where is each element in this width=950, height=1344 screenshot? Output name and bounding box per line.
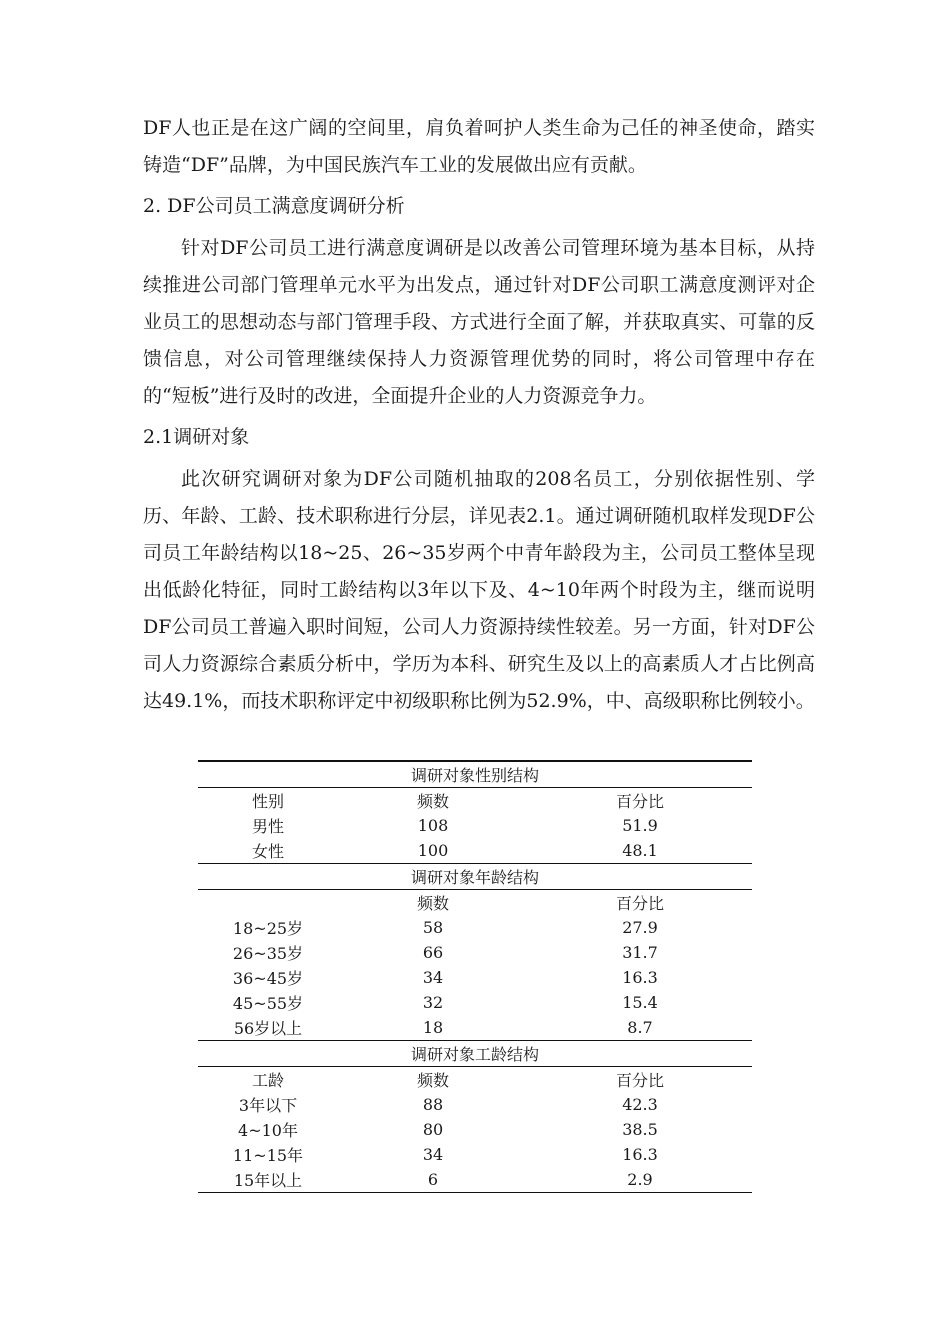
table-row (198, 990, 752, 1015)
survey-structure-table (198, 760, 752, 1193)
section-title-row (198, 864, 752, 890)
header-cell: 百分比 (528, 1067, 752, 1093)
table-cell: 56岁以上 (233, 1019, 303, 1038)
paragraph-survey-subjects: 此次研究调研对象为DF公司随机抽取的208名员工，分别依据性别、学历、年龄、工龄、技术职称进行分层，详见表2.1。通过调研随机取样发现DF公司员工年龄结构以18~25、26~35岁两个中青年龄段为主，公司员工整体呈现出低龄化特征，同时工龄结构以3年以下及、4~10年两个时段为主，继而说明DF公司员工普遍入职时间短，公司人力资源持续性较差。另一方面，针对DF公司人力资源综合素质分析中，学历为本科、研究生及以上的高素质人才占比例高达49.1%，而技术职称评定中初级职称比例为52.9%，中、高级职称比例较小。 (143, 468, 815, 712)
table-row (198, 1092, 752, 1117)
header-cell: 性别 (198, 788, 338, 814)
table-cell: 4~10年 (238, 1121, 298, 1140)
table-cell: 15.4 (622, 993, 658, 1012)
header-cell: 工龄 (198, 1067, 338, 1093)
header-cell: 百分比 (528, 788, 752, 814)
paragraph-df-brand: DF人也正是在这广阔的空间里，肩负着呵护人类生命为己任的神圣使命，踏实铸造“DF”品牌，为中国民族汽车工业的发展做出应有贡献。 (143, 117, 815, 176)
section-heading-2: 2. DF公司员工满意度调研分析 (143, 195, 405, 217)
table-cell: 34 (422, 1145, 444, 1164)
table-cell: 3年以下 (238, 1096, 298, 1115)
table-row (198, 813, 752, 838)
table-cell: 42.3 (622, 1095, 658, 1114)
header-cell: 百分比 (528, 890, 752, 916)
section-title-tenure: 调研对象工龄结构 (198, 1041, 752, 1067)
table-cell: 45~55岁 (232, 994, 304, 1013)
table-cell: 16.3 (622, 968, 658, 987)
table-cell: 11~15年 (232, 1146, 304, 1165)
section-title-age: 调研对象年龄结构 (198, 864, 752, 890)
table-row (198, 1167, 752, 1193)
header-row (198, 890, 752, 916)
table-cell: 34 (422, 968, 444, 987)
table-row (198, 838, 752, 864)
table-row (198, 965, 752, 990)
section-heading-2-1: 2.1调研对象 (143, 426, 250, 448)
header-cell (198, 890, 338, 916)
table-cell: 27.9 (622, 918, 658, 937)
table-cell: 31.7 (622, 943, 658, 962)
table-cell: 32 (422, 993, 444, 1012)
table-row (198, 915, 752, 940)
table-cell: 48.1 (622, 841, 658, 860)
table-cell: 18 (422, 1018, 444, 1037)
table-cell: 女性 (251, 842, 284, 861)
table-row (198, 940, 752, 965)
table-row (198, 1117, 752, 1142)
table-row (198, 1015, 752, 1041)
table-cell: 8.7 (627, 1018, 653, 1037)
table-cell: 36~45岁 (232, 969, 304, 988)
header-row (198, 1067, 752, 1093)
table-cell: 66 (422, 943, 444, 962)
table-cell: 88 (422, 1095, 444, 1114)
table-cell: 58 (422, 918, 444, 937)
table-cell: 2.9 (528, 1167, 752, 1193)
table-cell: 男性 (251, 817, 284, 836)
table-cell: 26~35岁 (232, 944, 304, 963)
header-cell: 频数 (338, 788, 528, 814)
table-cell: 108 (417, 816, 449, 835)
header-cell: 频数 (338, 890, 528, 916)
table-cell: 100 (417, 841, 449, 860)
table-cell: 6 (338, 1167, 528, 1193)
header-row (198, 788, 752, 814)
table-cell: 38.5 (622, 1120, 658, 1139)
table-cell: 15年以上 (198, 1167, 338, 1193)
section-title-row (198, 761, 752, 788)
table-cell: 18~25岁 (232, 919, 304, 938)
table-cell: 80 (422, 1120, 444, 1139)
section-title-gender: 调研对象性别结构 (198, 761, 752, 788)
header-cell: 频数 (338, 1067, 528, 1093)
table-cell: 16.3 (622, 1145, 658, 1164)
table-cell: 51.9 (622, 816, 658, 835)
table-row (198, 1142, 752, 1167)
paragraph-survey-purpose: 针对DF公司员工进行满意度调研是以改善公司管理环境为基本目标，从持续推进公司部门管理单元水平为出发点，通过针对DF公司职工满意度测评对企业员工的思想动态与部门管理手段、方式进行全面了解，并获取真实、可靠的反馈信息，对公司管理继续保持人力资源管理优势的同时，将公司管理中存在的“短板”进行及时的改进，全面提升企业的人力资源竞争力。 (143, 237, 815, 407)
section-title-row (198, 1041, 752, 1067)
document-body (143, 110, 815, 720)
